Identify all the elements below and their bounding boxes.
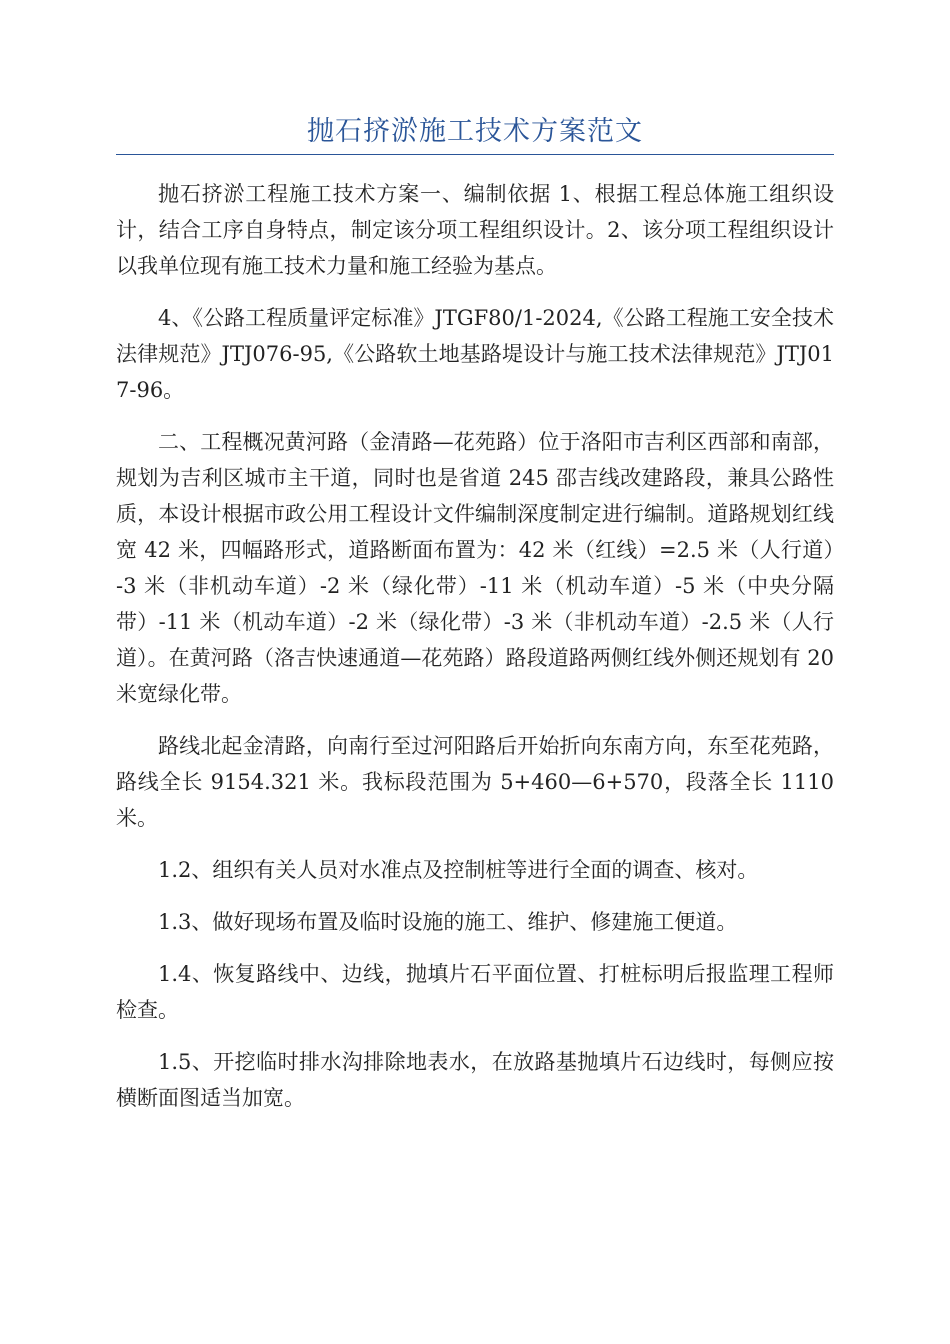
- paragraph-compilation-basis: 抛石挤淤工程施工技术方案一、编制依据 1、根据工程总体施工组织设计，结合工序自身特点，制定该分项工程组织设计。2、该分项工程组织设计以我单位现有施工技术力量和施工经验为基点。: [116, 182, 834, 278]
- paragraph-item-1-5: 1.5、开挖临时排水沟排除地表水，在放路基抛填片石边线时，每侧应按横断面图适当加宽。: [116, 1050, 834, 1110]
- paragraph-item-1-2: 1.2、组织有关人员对水准点及控制桩等进行全面的调查、核对。: [158, 858, 759, 882]
- title-underline: [116, 154, 834, 155]
- document-body: [116, 170, 834, 1132]
- paragraph-project-overview: 二、工程概况黄河路（金清路—花苑路）位于洛阳市吉利区西部和南部，规划为吉利区城市主干道，同时也是省道 245 邵吉线改建路段，兼具公路性质，本设计根据市政公用工程设计文件编制深度制定进行编制。道路规划红线宽 42 米，四幅路形式，道路断面布置为：42 米（红线）=2.5 米（人行道）-3 米（非机动车道）-2 米（绿化带）-11 米（机动车道）-5 米（中央分隔带）-11 米（机动车道）-2 米（绿化带）-3 米（非机动车道）-2.5 米（人行道）。在黄河路（洛吉快速通道—花苑路）路段道路两侧红线外侧还规划有 20 米宽绿化带。: [116, 430, 834, 706]
- document-title: 抛石挤淤施工技术方案范文: [307, 116, 643, 147]
- paragraph-standards: 4、《公路工程质量评定标准》JTGF80/1-2024,《公路工程施工安全技术法律规范》JTJ076-95,《公路软土地基路堤设计与施工技术法律规范》JTJ017-96。: [116, 306, 834, 402]
- paragraph-item-1-3: 1.3、做好现场布置及临时设施的施工、维护、修建施工便道。: [158, 910, 738, 934]
- paragraph-item-1-4: 1.4、恢复路线中、边线，抛填片石平面位置、打桩标明后报监理工程师检查。: [116, 962, 834, 1022]
- paragraph-route-description: 路线北起金清路，向南行至过河阳路后开始折向东南方向，东至花苑路，路线全长 9154.321 米。我标段范围为 5+460—6+570，段落全长 1110 米。: [116, 734, 834, 830]
